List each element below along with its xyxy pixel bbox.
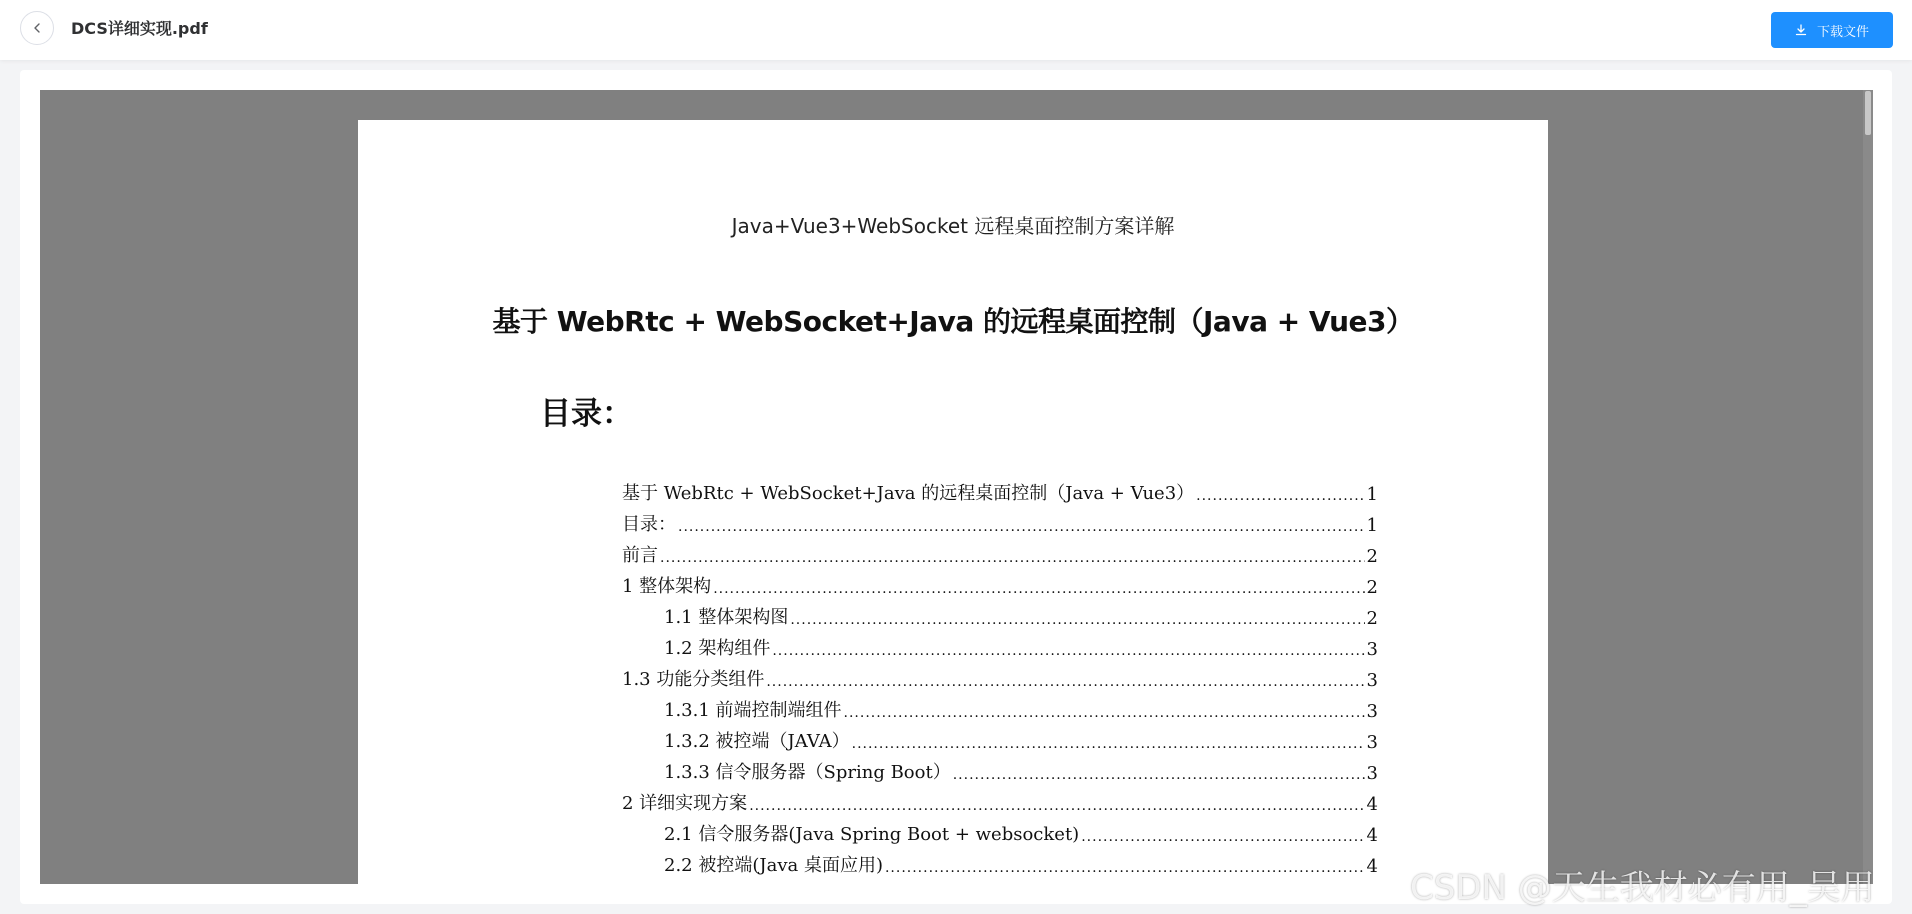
toc-entry-text: 目录：: [622, 514, 676, 535]
toc-entry-text: 1.1 整体架构图: [664, 607, 789, 628]
back-button[interactable]: [20, 11, 54, 45]
toc-leader-dots: [713, 580, 1364, 598]
toc-page-number: 2: [1366, 546, 1378, 567]
download-icon: [1795, 24, 1807, 36]
toc-page-number: 3: [1366, 670, 1378, 691]
page-header-text: Java+Vue3+WebSocket 远程桌面控制方案详解: [731, 214, 1175, 238]
download-file-button[interactable]: [1771, 12, 1893, 48]
toc-leader-dots: [678, 518, 1365, 536]
toc-leader-dots: [660, 549, 1365, 567]
toc-entry-text: 1 整体架构: [622, 576, 712, 597]
toc-page-number: 1: [1366, 515, 1378, 536]
toc-entry[interactable]: [622, 505, 1378, 536]
toc-entry-text: 1.2 架构组件: [664, 638, 771, 659]
toc-entry[interactable]: [622, 567, 1378, 598]
toc-leader-dots: [885, 859, 1365, 877]
pdf-viewer[interactable]: [40, 90, 1873, 884]
toc-entry[interactable]: [622, 660, 1378, 691]
toc-entry[interactable]: [622, 784, 1378, 815]
toc-page-number: 3: [1366, 763, 1378, 784]
toc-leader-dots: [790, 611, 1364, 629]
toc-entry-text: 1.3.2 被控端（JAVA）: [664, 731, 850, 752]
toc-page-number: 4: [1366, 856, 1378, 877]
toc-entry[interactable]: [622, 474, 1378, 505]
download-button-label: 下载文件: [1816, 24, 1869, 40]
pdf-page: [358, 120, 1548, 884]
toc-entry-text: 前言: [622, 545, 658, 566]
toc-leader-dots: [749, 797, 1364, 815]
toc-entry-text: 2 详细实现方案: [622, 793, 748, 814]
toc-entry-text: 2.1 信令服务器(Java Spring Boot + websocket): [664, 824, 1080, 845]
watermark-text: CSDN @天生我材必有用_吴用: [1410, 868, 1875, 908]
toc-page-number: 2: [1366, 577, 1378, 598]
toc-page-number: 3: [1366, 701, 1378, 722]
toc-entry[interactable]: [622, 846, 1378, 877]
toc-entry-text: 基于 WebRtc + WebSocket+Java 的远程桌面控制（Java + Vue3）: [622, 483, 1195, 504]
toc-entry-text: 1.3 功能分类组件: [622, 669, 765, 690]
file-name-title: DCS详细实现.pdf: [71, 19, 208, 38]
toc-page-number: 3: [1366, 732, 1378, 753]
document-title: 基于 WebRtc + WebSocket+Java 的远程桌面控制（Java + Vue3）: [492, 305, 1414, 338]
toc-entry[interactable]: [622, 598, 1378, 629]
toc-leader-dots: [766, 673, 1364, 691]
toc-entry[interactable]: [622, 536, 1378, 567]
toc-leader-dots: [772, 642, 1364, 660]
chevron-left-icon: [31, 22, 43, 34]
viewer-scrollbar[interactable]: [1863, 90, 1873, 884]
toc-page-number: 3: [1366, 639, 1378, 660]
toc-entry[interactable]: [622, 722, 1378, 753]
toc-leader-dots: [953, 766, 1365, 784]
toc-page-number: 1: [1366, 484, 1378, 505]
toc-entry-text: 2.2 被控端(Java 桌面应用): [664, 855, 883, 876]
toc-leader-dots: [852, 735, 1365, 753]
toc-entry[interactable]: [622, 815, 1378, 846]
toc-entry[interactable]: [622, 753, 1378, 784]
toc-page-number: 4: [1366, 825, 1378, 846]
toc-entry[interactable]: [622, 691, 1378, 722]
toc-leader-dots: [1196, 487, 1364, 505]
toc-entry[interactable]: [622, 629, 1378, 660]
toc-leader-dots: [1081, 828, 1364, 846]
table-of-contents: [622, 474, 1378, 877]
toc-page-number: 2: [1366, 608, 1378, 629]
toc-leader-dots: [844, 704, 1365, 722]
toc-page-number: 4: [1366, 794, 1378, 815]
toc-entry-text: 1.3.1 前端控制端组件: [664, 700, 842, 721]
scrollbar-thumb[interactable]: [1865, 91, 1871, 135]
toc-entry-text: 1.3.3 信令服务器（Spring Boot）: [664, 762, 951, 783]
top-bar: [0, 0, 1912, 60]
toc-heading: 目录：: [540, 396, 633, 432]
